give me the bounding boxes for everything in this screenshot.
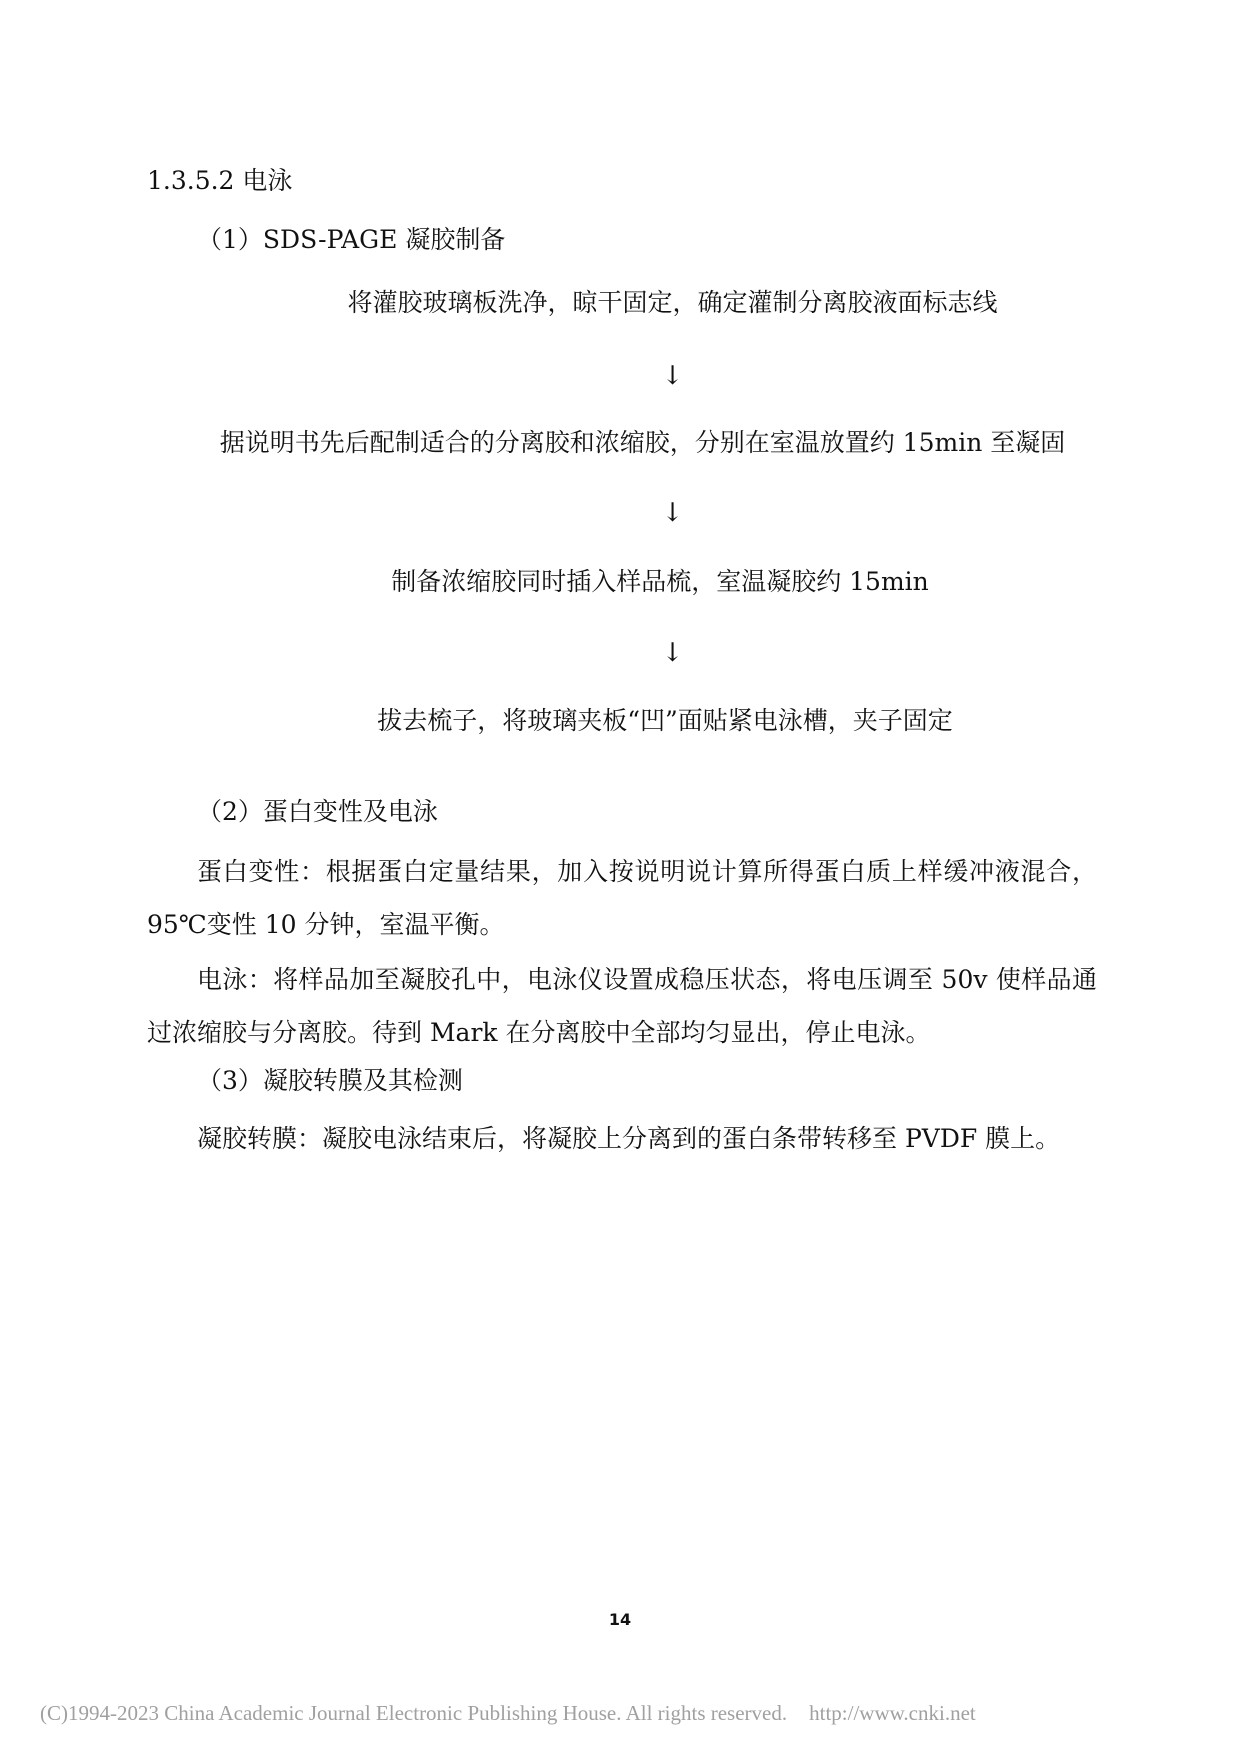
paragraph-electrophoresis — [147, 953, 1097, 1059]
flow-step-1: 将灌胶玻璃板洗净，晾干固定，确定灌制分离胶液面标志线 — [347, 288, 998, 317]
subsection-heading-transfer: （3）凝胶转膜及其检测 — [197, 1066, 463, 1095]
paragraph-label: 电泳： — [197, 965, 274, 994]
paragraph-transfer — [147, 1112, 1097, 1165]
flow-arrow-icon: ↓ — [661, 638, 684, 668]
copyright-footer — [40, 1701, 976, 1726]
flow-step-2: 据说明书先后配制适合的分离胶和浓缩胶，分别在室温放置约 15min 至凝固 — [219, 428, 1066, 457]
paragraph-label: 蛋白变性： — [197, 857, 326, 886]
page-number: 14 — [608, 1610, 632, 1629]
subsection-heading-gel-prep: （1）SDS-PAGE 凝胶制备 — [197, 225, 506, 254]
paragraph-denature — [147, 845, 1097, 951]
flow-step-3: 制备浓缩胶同时插入样品梳，室温凝胶约 15min — [391, 567, 929, 596]
section-heading: 1.3.5.2 电泳 — [147, 166, 293, 195]
flow-arrow-icon: ↓ — [661, 361, 684, 391]
flow-step-4: 拔去梳子，将玻璃夹板“凹”面贴紧电泳槽，夹子固定 — [377, 706, 953, 735]
subsection-heading-denature: （2）蛋白变性及电泳 — [197, 797, 438, 826]
paragraph-text: 将样品加至凝胶孔中，电泳仪设置成稳压状态，将电压调至 50v 使样品通过浓缩胶与分离胶。待到 Mark 在分离胶中全部均匀显出，停止电泳。 — [147, 965, 1097, 1047]
footer-url-link[interactable]: http://www.cnki.net — [809, 1701, 976, 1725]
paragraph-label: 凝胶转膜： — [197, 1124, 323, 1153]
copyright-text: (C)1994-2023 China Academic Journal Electronic Publishing House. All rights reserved. — [40, 1701, 788, 1725]
paragraph-text: 凝胶电泳结束后，将凝胶上分离到的蛋白条带转移至 PVDF 膜上。 — [322, 1124, 1061, 1153]
flow-arrow-icon: ↓ — [661, 498, 684, 528]
paragraph-text: 根据蛋白定量结果，加入按说明说计算所得蛋白质上样缓冲液混合，95℃变性 10 分钟，室温平衡。 — [147, 857, 1097, 939]
